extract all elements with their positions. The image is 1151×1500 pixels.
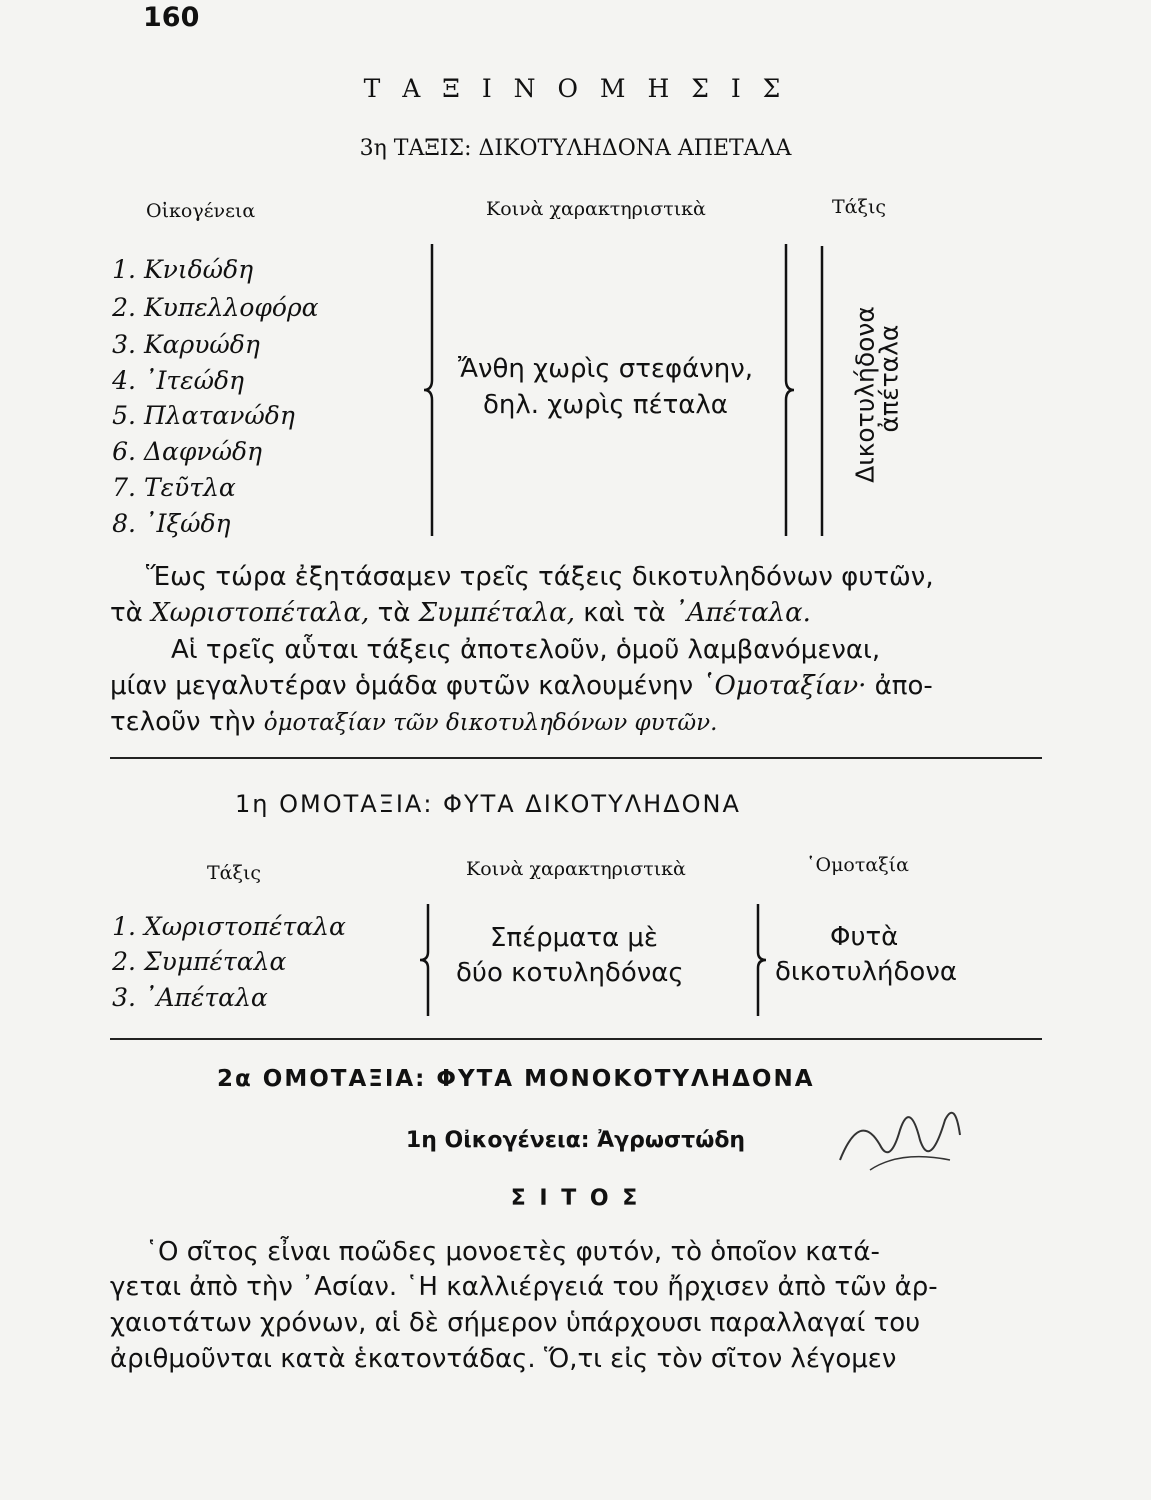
left-brace — [416, 900, 446, 1020]
section-heading: 3η ΤΑΞΙΣ: ΔΙΚΟΤΥΛΗΔΟΝΑ ΑΠΕΤΑΛΑ — [359, 136, 792, 161]
column-header-class: Τάξις — [207, 862, 262, 884]
column-header-common: Κοινὰ χαρακτηριστικὰ — [466, 858, 686, 880]
list-item: 2. Κυπελλοφόρα — [112, 293, 319, 322]
divider — [110, 1038, 1042, 1040]
column-header-common: Κοινὰ χαρακτηριστικὰ — [486, 198, 706, 220]
list-item: 8. ᾿Ιξώδη — [112, 509, 231, 538]
list-item: 3. Καρυώδη — [112, 330, 260, 359]
list-item: 1. Χωριστοπέταλα — [112, 912, 346, 941]
paragraph-line: ἀριθμοῦνται κατὰ ἑκατοντάδας. Ὅ,τι εἰς τὸν σῖτον λέγομεν — [110, 1344, 897, 1374]
list-item: 7. Τεῦτλα — [112, 473, 236, 502]
divider — [110, 757, 1042, 759]
column-header-omotaxia: ῾Ομοταξία — [806, 854, 909, 876]
paragraph-line: ῾Ο σῖτος εἶναι ποῶδες μονοετὲς φυτόν, τὸ ὁποῖον κατά- — [145, 1237, 880, 1267]
right-brace — [748, 900, 778, 1020]
paragraph-line: χαιοτάτων χρόνων, αἱ δὲ σήμερον ὑπάρχουσι παραλλαγαί του — [110, 1308, 921, 1338]
list-item: 2. Συμπέταλα — [112, 947, 287, 976]
subject-heading: Σ Ι Τ Ο Σ — [510, 1186, 641, 1211]
list-item: 4. ᾿Ιτεώδη — [112, 366, 244, 395]
class-label-dikotyledona: Δικοτυλήδονα — [850, 306, 880, 483]
list-item: 3. ᾿Απέταλα — [112, 983, 268, 1012]
paragraph-line: τελοῦν τὴν ὁμοταξίαν τῶν δικοτυληδόνων φυτῶν. — [110, 707, 718, 737]
common-characteristics-line1: Σπέρματα μὲ — [490, 923, 658, 953]
common-characteristics-line2: δύο κοτυληδόνας — [456, 958, 684, 988]
paragraph-line: Αἱ τρεῖς αὗται τάξεις ἀποτελοῦν, ὁμοῦ λαμβανόμεναι, — [171, 635, 881, 665]
page-title: Τ Α Ξ Ι Ν Ο Μ Η Σ Ι Σ — [363, 74, 788, 103]
column-header-class: Τάξις — [832, 196, 887, 218]
omotaxia-label-line2: δικοτυλήδονα — [775, 957, 957, 987]
section-heading: 1η ΟΜΟΤΑΞΙΑ: ΦΥΤΑ ΔΙΚΟΤΥΛΗΔΟΝΑ — [235, 790, 741, 818]
common-characteristics-line2: δηλ. χωρὶς πέταλα — [483, 390, 728, 420]
family-heading: 1η Οἰκογένεια: Ἀγρωστώδη — [405, 1128, 746, 1153]
paragraph-line: Ἕως τώρα ἐξητάσαμεν τρεῖς τάξεις δικοτυληδόνων φυτῶν, — [146, 562, 934, 592]
page-number: 160 — [143, 2, 200, 33]
class-label-apetala: ἀπέταλα — [874, 324, 904, 433]
list-item: 1. Κνιδώδη — [112, 255, 254, 284]
common-characteristics-line1: Ἄνθη χωρὶς στεφάνην, — [458, 354, 754, 384]
list-item: 6. Δαφνώδη — [112, 437, 263, 466]
omotaxia-label-line1: Φυτὰ — [830, 922, 899, 952]
handwritten-signature-icon — [830, 1090, 970, 1190]
list-item: 5. Πλατανώδη — [112, 401, 295, 430]
paragraph-line: τὰ Χωριστοπέταλα, τὰ Συμπέταλα, καὶ τὰ ᾿Απέταλα. — [110, 598, 811, 628]
left-brace — [420, 240, 450, 540]
right-brace — [776, 240, 806, 540]
vertical-rule — [818, 240, 828, 540]
section-heading: 2α ΟΜΟΤΑΞΙΑ: ΦΥΤΑ ΜΟΝΟΚΟΤΥΛΗΔΟΝΑ — [217, 1066, 815, 1092]
paragraph-line: μίαν μεγαλυτέραν ὁμάδα φυτῶν καλουμένην ῾Ομοταξίαν· ἀπο- — [110, 671, 933, 701]
paragraph-line: γεται ἀπὸ τὴν ᾿Ασίαν. ῾Η καλλιέργειά του ἤρχισεν ἀπὸ τῶν ἀρ- — [110, 1272, 938, 1302]
column-header-family: Οἰκογένεια — [146, 200, 256, 222]
